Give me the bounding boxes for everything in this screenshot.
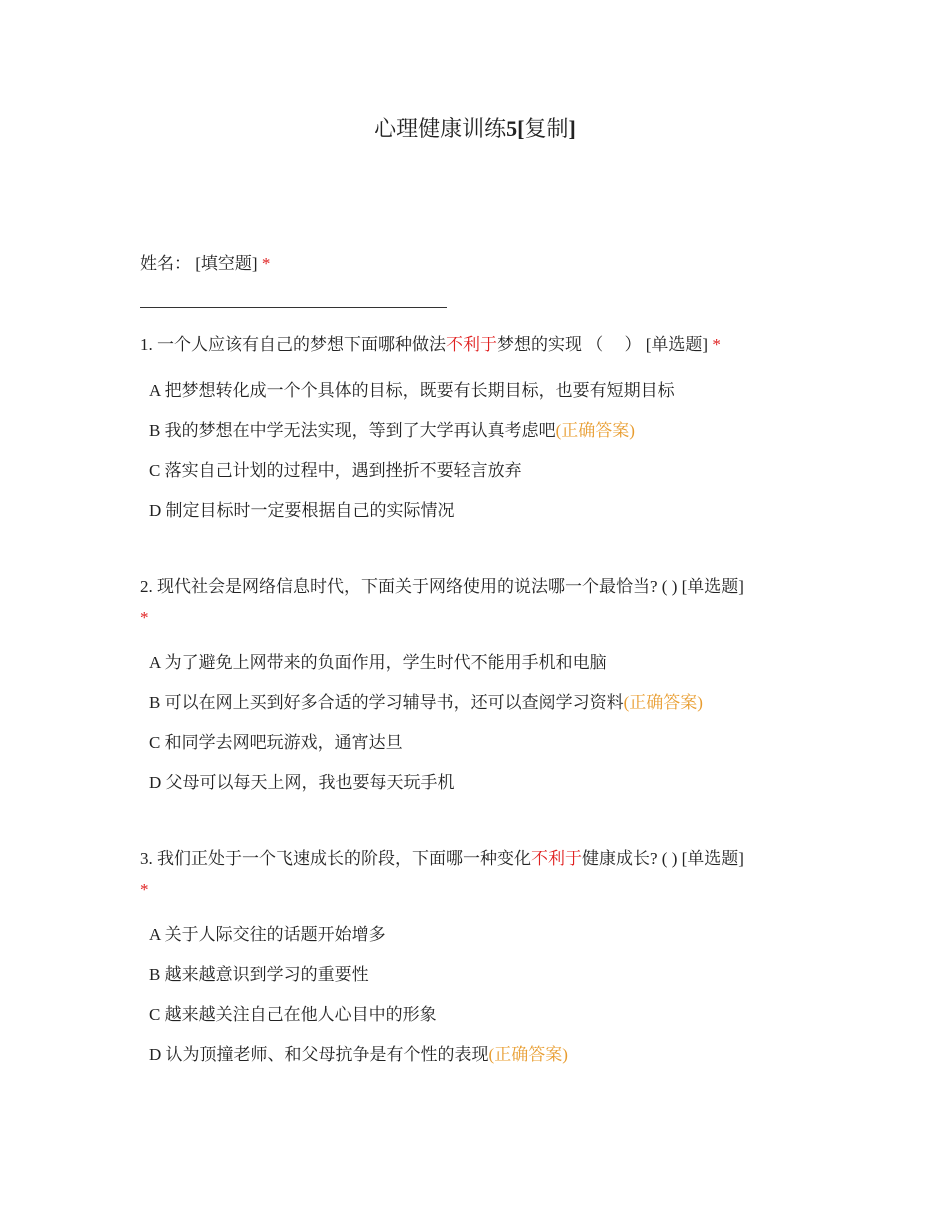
name-field-label: 姓名： <box>140 254 191 273</box>
name-field-label-row <box>140 252 270 276</box>
question-number: 1. <box>140 335 153 354</box>
option-text: A 为了避免上网带来的负面作用，学生时代不能用手机和电脑 <box>149 653 607 672</box>
q2-option-b[interactable] <box>149 691 703 715</box>
question-text-tail: 梦想的实现 （ ） <box>497 335 642 354</box>
option-text: B 我的梦想在中学无法实现，等到了大学再认真考虑吧 <box>149 421 556 440</box>
name-field-type: [填空题] <box>195 254 258 273</box>
option-text: A 关于人际交往的话题开始增多 <box>149 925 386 944</box>
question-highlight: 不利于 <box>446 335 497 354</box>
question-text: 我们正处于一个飞速成长的阶段，下面哪一种变化 <box>157 849 531 868</box>
correct-answer-mark: (正确答案) <box>488 1045 568 1064</box>
q1-option-a[interactable] <box>149 379 675 403</box>
option-text: C 落实自己计划的过程中，遇到挫折不要轻言放弃 <box>149 461 522 480</box>
question-text: 一个人应该有自己的梦想下面哪种做法 <box>157 335 446 354</box>
option-text: B 可以在网上买到好多合适的学习辅导书，还可以查阅学习资料 <box>149 693 624 712</box>
question-text: 现代社会是网络信息时代，下面关于网络使用的说法哪一个最恰当? ( ) <box>157 577 678 596</box>
q1-option-c[interactable] <box>149 459 522 483</box>
q2-option-d[interactable] <box>149 771 455 795</box>
required-marker: * <box>140 608 149 627</box>
option-text: D 认为顶撞老师、和父母抗争是有个性的表现 <box>149 1045 489 1064</box>
question-highlight: 不利于 <box>531 849 582 868</box>
required-marker: * <box>140 880 149 899</box>
correct-answer-mark: (正确答案) <box>555 421 635 440</box>
option-text: C 越来越关注自己在他人心目中的形象 <box>149 1005 437 1024</box>
q3-option-c[interactable] <box>149 1003 437 1027</box>
question-type: [单选题] <box>681 577 744 596</box>
title-number: 5 <box>506 116 518 141</box>
name-input-line[interactable] <box>140 307 447 308</box>
q3-option-b[interactable] <box>149 963 369 987</box>
correct-answer-mark: (正确答案) <box>623 693 703 712</box>
question-3-text <box>140 843 820 905</box>
title-bracket-close: ] <box>568 116 576 141</box>
option-text: D 制定目标时一定要根据自己的实际情况 <box>149 501 455 520</box>
q1-option-d[interactable] <box>149 499 455 523</box>
q2-option-a[interactable] <box>149 651 607 675</box>
q3-option-d[interactable] <box>149 1043 568 1067</box>
option-text: D 父母可以每天上网，我也要每天玩手机 <box>149 773 455 792</box>
question-number: 3. <box>140 849 153 868</box>
option-text: B 越来越意识到学习的重要性 <box>149 965 369 984</box>
question-2-text <box>140 571 820 633</box>
title-bracket-open: [ <box>517 116 525 141</box>
question-type: [单选题] <box>681 849 744 868</box>
q3-option-a[interactable] <box>149 923 386 947</box>
option-text: A 把梦想转化成一个个具体的目标，既要有长期目标，也要有短期目标 <box>149 381 675 400</box>
required-marker: * <box>712 335 721 354</box>
q1-option-b[interactable] <box>149 419 635 443</box>
q2-option-c[interactable] <box>149 731 403 755</box>
title-prefix: 心理健康训练 <box>374 116 507 141</box>
question-1-text <box>140 333 721 357</box>
required-marker: * <box>261 254 271 273</box>
question-type: [单选题] <box>645 335 709 354</box>
title-copy-tag: 复制 <box>524 116 569 141</box>
page-title <box>0 112 950 143</box>
question-text-tail: 健康成长? ( ) <box>582 849 678 868</box>
question-number: 2. <box>140 577 153 596</box>
option-text: C 和同学去网吧玩游戏，通宵达旦 <box>149 733 403 752</box>
